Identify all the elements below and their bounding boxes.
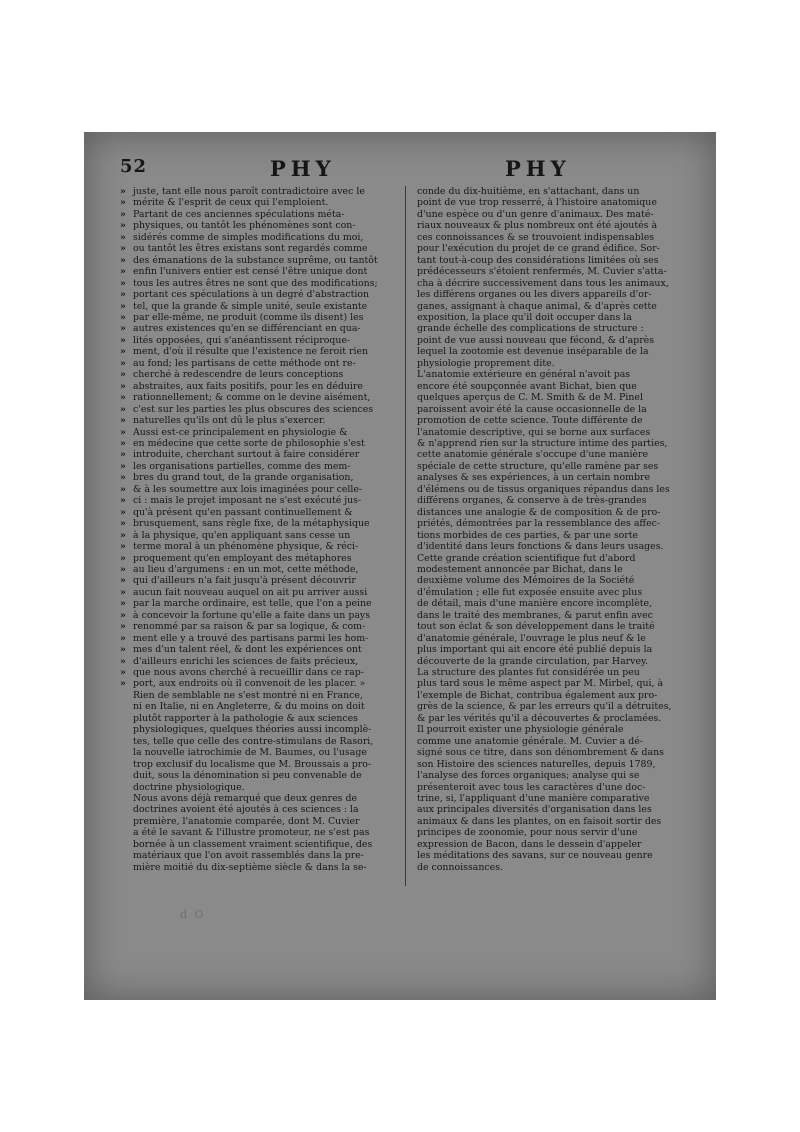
quote-mark: » (120, 586, 126, 598)
right-column-line: & par les vérités qu'il a découvertes & proclamées. (417, 712, 662, 724)
right-column-line: pour l'exécution du projet de ce grand édifice. Sor- (417, 243, 660, 255)
line-text: naturelles qu'ils ont dû le plus s'exercer. (133, 415, 326, 427)
left-column-line (120, 358, 392, 369)
right-column-line: lequel la zootomie est devenue inséparable de la (417, 346, 649, 358)
right-column-line: exposition, la place qu'il doit occuper dans la (417, 311, 632, 323)
quote-mark: » (120, 426, 126, 438)
right-column-line: plus tard sous le même aspect par M. Mirbel, qui, à (417, 678, 664, 690)
right-column-line: les différens organes ou les divers appareils d'or- (417, 289, 652, 301)
right-column-line: point de vue aussi nouveau que fécond, & d'après (417, 334, 655, 346)
scanned-page-background (84, 132, 716, 1000)
quote-mark: » (120, 460, 126, 472)
left-column-line (120, 587, 392, 598)
line-text: proquement qu'en employant des métaphores (133, 552, 352, 564)
quote-mark: » (120, 495, 126, 507)
quote-mark: » (120, 369, 126, 381)
right-column-line: tant tout-à-coup des considérations limitées où ses (417, 254, 659, 266)
quote-mark: » (120, 231, 126, 243)
line-text: bres du grand tout, de la grande organisation, (133, 472, 354, 484)
left-column-line (120, 598, 392, 609)
line-text: renommé par sa raison & par sa logique, & com- (133, 621, 366, 633)
left-column-line (120, 610, 392, 621)
line-text: la nouvelle iatrochimie de M. Baumes, ou l'usage (133, 747, 367, 759)
line-text: ni en Italie, ni en Angleterre, & du moins on doit (133, 701, 365, 713)
left-column-line (120, 804, 392, 815)
right-column-line: de détail, mais d'une manière encore incomplète, (417, 598, 653, 610)
right-column-line: & n'apprend rien sur la structure intime des parties, (417, 437, 668, 449)
line-text: en médecine que cette sorte de philosophie s'est (133, 437, 365, 449)
quote-mark: » (120, 380, 126, 392)
left-column-line (120, 667, 392, 678)
quote-mark: » (120, 678, 126, 690)
left-column-line (120, 220, 392, 231)
line-text: autres existences qu'en se différenciant en qua- (133, 323, 361, 335)
quote-mark: » (120, 277, 126, 289)
line-text: tous les autres êtres ne sont que des modifications; (133, 277, 378, 289)
left-column-line (120, 472, 392, 483)
quote-mark: » (120, 208, 126, 220)
line-text: qui d'ailleurs n'a fait jusqu'à présent découvrir (133, 575, 356, 587)
right-column-line: distances une analogie & de composition & de pro- (417, 506, 661, 518)
right-column-line: plus important qui ait encore été publié depuis la (417, 644, 653, 656)
left-column-line (120, 656, 392, 667)
line-text: les organisations partielles, comme des mem- (133, 460, 351, 472)
quote-mark: » (120, 403, 126, 415)
right-column-line: encore été soupçonnée avant Bichat, bien que (417, 380, 637, 392)
line-text: enfin l'univers entier est censé l'être unique dont (133, 266, 368, 278)
left-column-line (120, 782, 392, 793)
right-column-line: tions morbides de ces parties, & par une sorte (417, 529, 639, 541)
left-column-line (120, 759, 392, 770)
line-text: sidérés comme de simples modifications du moi, (133, 231, 364, 243)
left-column-line (120, 369, 392, 380)
left-column-line (120, 736, 392, 747)
quote-mark: » (120, 563, 126, 575)
line-text: juste, tant elle nous paroît contradictoire avec le (133, 186, 365, 197)
line-text: d'ailleurs enrichi les sciences de faits précieux, (133, 655, 359, 667)
line-text: par la marche ordinaire, est telle, que l'on a peine (133, 598, 372, 610)
right-column-line: découverte de la grande circulation, par Harvey. (417, 655, 649, 667)
left-column-line (120, 415, 392, 426)
quote-mark: » (120, 598, 126, 610)
line-text: aucun fait nouveau auquel on ait pu arriver aussi (133, 586, 368, 598)
line-text: physiques, ou tantôt les phénomènes sont con- (133, 220, 356, 232)
right-column-line: Cette grande création scientifique fut d'abord (417, 552, 636, 564)
right-column-line: grande échelle des complications de structure : (417, 323, 644, 335)
quote-mark: » (120, 541, 126, 553)
left-column-line (120, 289, 392, 300)
quote-mark: » (120, 186, 126, 197)
line-text: terme moral à un phénomène physique, & réci- (133, 541, 359, 553)
left-column-line (120, 747, 392, 758)
left-column-line (120, 461, 392, 472)
line-text: ci : mais le projet imposant ne s'est exécuté jus- (133, 495, 362, 507)
quote-mark: » (120, 266, 126, 278)
quote-mark: » (120, 472, 126, 484)
line-text: que nous avons cherché à recueillir dans ce rap- (133, 667, 364, 679)
right-column-line: d'anatomie générale, l'ouvrage le plus neuf & le (417, 632, 646, 644)
right-column-line: grès de la science, & par les erreurs qu'il a détruites, (417, 701, 672, 713)
left-column-line (120, 724, 392, 735)
right-column-line: d'émulation ; elle fut exposée ensuite avec plus (417, 586, 643, 598)
left-column-line (120, 530, 392, 541)
left-column-line (120, 392, 392, 403)
right-column-line: paroissent avoir été la cause occasionnelle de la (417, 403, 647, 415)
left-column-line (120, 209, 392, 220)
quote-mark: » (120, 506, 126, 518)
right-column-line: de connoissances. (417, 861, 503, 873)
left-column-line (120, 381, 392, 392)
line-text: introduite, cherchant surtout à faire considérer (133, 449, 360, 461)
line-text: doctrine physiologique. (133, 781, 245, 793)
left-column-line (120, 816, 392, 827)
line-text: & à les soumettre aux lois imaginées pour celle- (133, 483, 363, 495)
line-text: ou tantôt les êtres existans sont regardés comme (133, 243, 368, 255)
quote-mark: » (120, 552, 126, 564)
left-column-line (120, 449, 392, 460)
left-column-line (120, 690, 392, 701)
line-text: mérite & l'esprit de ceux qui l'emploient. (133, 197, 329, 209)
line-text: abstraites, aux faits positifs, pour les en déduire (133, 380, 363, 392)
quote-mark: » (120, 621, 126, 633)
line-text: Nous avons déjà remarqué que deux genres de (133, 793, 357, 805)
page-number: 52 (120, 156, 148, 177)
line-text: par elle-même, ne produit (comme ils disent) les (133, 311, 364, 323)
quote-mark: » (120, 632, 126, 644)
right-column-line: priétés, démontrées par la ressemblance des affec- (417, 518, 661, 530)
right-column-line: ces connoissances & se trouvoient indispensables (417, 231, 655, 243)
right-column-line: les méditations des savans, sur ce nouveau genre (417, 850, 653, 862)
page-header (120, 156, 696, 186)
line-text: duit, sous la dénomination si peu convenable de (133, 770, 362, 782)
right-column-line: riaux nouveaux & plus nombreux ont été ajoutés à (417, 220, 658, 232)
right-column-line: conde du dix-huitième, en s'attachant, dans un (417, 186, 640, 197)
right-column-line: principes de zoonomie, pour nous servir d'une (417, 827, 638, 839)
line-text: au fond; les partisans de cette méthode ont re- (133, 357, 356, 369)
right-column-line: L'anatomie extérieure en général n'avoit pas (417, 369, 631, 381)
left-column-line (120, 862, 392, 873)
line-text: mes d'un talent réel, & dont les expériences ont (133, 644, 362, 656)
left-column-line (120, 575, 392, 586)
right-column-line: comme une anatomie générale. M. Cuvier a dé- (417, 735, 643, 747)
left-column-line (120, 301, 392, 312)
line-text: qu'à présent qu'en passant continuellement & (133, 506, 353, 518)
quote-mark: » (120, 415, 126, 427)
right-column-line: d'identité dans leurs fonctions & dans leurs usages. (417, 541, 664, 553)
right-column-line: promotion de cette science. Toute différente de (417, 415, 643, 427)
line-text: rationnellement; & comme on le devine aisément, (133, 392, 371, 404)
right-column-line: prédécesseurs s'étoient renfermés, M. Cuvier s'atta- (417, 266, 667, 278)
left-column-line (120, 484, 392, 495)
right-column-line: l'anatomie descriptive, qui se borne aux surfaces (417, 426, 651, 438)
quote-mark: » (120, 243, 126, 255)
line-text: doctrines avoient été ajoutés à ces sciences : la (133, 804, 359, 816)
left-column-line (120, 633, 392, 644)
quote-mark: » (120, 197, 126, 209)
right-column-line: Il pourroit exister une physiologie générale (417, 724, 624, 736)
right-column-line: aux principales diversités d'organisation dans les (417, 804, 652, 816)
left-column-line (120, 839, 392, 850)
left-column-line (120, 278, 392, 289)
right-column-line: ganes, assignant à chaque animal, & d'après cette (417, 300, 657, 312)
line-text: ment, d'où il résulte que l'existence ne feroit rien (133, 346, 369, 358)
right-column (417, 186, 689, 873)
right-column-line: cette anatomie générale s'occupe d'une manière (417, 449, 649, 461)
line-text: première, l'anatomie comparée, dont M. Cuvier (133, 815, 360, 827)
quote-mark: » (120, 529, 126, 541)
left-column-line (120, 770, 392, 781)
line-text: trop exclusif du localisme que M. Broussais a pro- (133, 758, 372, 770)
right-column-line: d'élémens ou de tissus organiques répandus dans les (417, 483, 670, 495)
line-text: au lieu d'argumens : en un mot, cette méthode, (133, 563, 359, 575)
quote-mark: » (120, 644, 126, 656)
right-column-line: tout son éclat & son développement dans le traité (417, 621, 655, 633)
left-column-line (120, 644, 392, 655)
left-column-line (120, 197, 392, 208)
left-column-line (120, 850, 392, 861)
left-column-line (120, 335, 392, 346)
quote-mark: » (120, 609, 126, 621)
right-column-line: signé sous ce titre, dans son dénombrement & dans (417, 747, 664, 759)
left-column-line (120, 793, 392, 804)
line-text: ment elle y a trouvé des partisans parmi les hom- (133, 632, 369, 644)
line-text: c'est sur les parties les plus obscures des sciences (133, 403, 374, 415)
quote-mark: » (120, 357, 126, 369)
line-text: Aussi est-ce principalement en physiologie & (133, 426, 348, 438)
left-column-line (120, 312, 392, 323)
left-column-line (120, 438, 392, 449)
quote-mark: » (120, 449, 126, 461)
right-column-line: cha à décrire successivement dans tous les animaux, (417, 277, 669, 289)
quote-mark: » (120, 518, 126, 530)
left-column-line (120, 186, 392, 197)
quote-mark: » (120, 575, 126, 587)
quote-mark: » (120, 311, 126, 323)
left-column-line (120, 323, 392, 334)
right-column-line: trine, si, l'appliquant d'une manière comparative (417, 793, 650, 805)
left-column-line (120, 427, 392, 438)
running-head-left: PHY (270, 156, 336, 181)
line-text: à la physique, qu'en appliquant sans cesse un (133, 529, 351, 541)
right-column-line: modestement annoncée par Bichat, dans le (417, 563, 623, 575)
left-column-line (120, 232, 392, 243)
line-text: tes, telle que celle des contre-stimulans de Rasori, (133, 735, 374, 747)
quote-mark: » (120, 289, 126, 301)
quote-mark: » (120, 667, 126, 679)
line-text: Partant de ces anciennes spéculations méta- (133, 208, 345, 220)
right-column-line: point de vue trop resserré, à l'histoire anatomique (417, 197, 657, 209)
line-text: cherché à redescendre de leurs conceptions (133, 369, 344, 381)
quote-mark: » (120, 655, 126, 667)
left-column-line (120, 553, 392, 564)
left-column-line (120, 678, 392, 689)
running-head-right: PHY (505, 156, 571, 181)
column-divider (405, 186, 406, 886)
quote-mark: » (120, 300, 126, 312)
right-column-line: physiologie proprement dite. (417, 357, 555, 369)
line-text: bornée à un classement vraiment scientifique, des (133, 838, 373, 850)
left-column-line (120, 827, 392, 838)
left-column-line (120, 518, 392, 529)
right-column-line: La structure des plantes fut considérée un peu (417, 667, 640, 679)
line-text: mière moitié du dix-septième siècle & dans la se- (133, 861, 367, 873)
left-column-line (120, 713, 392, 724)
line-text: matériaux que l'on avoit rassemblés dans la pre- (133, 850, 364, 862)
left-column-line (120, 346, 392, 357)
left-column-line (120, 507, 392, 518)
left-column-line (120, 495, 392, 506)
line-text: des émanations de la substance suprême, ou tantôt (133, 254, 378, 266)
right-column-line: expression de Bacon, dans le dessein d'appeler (417, 838, 642, 850)
left-column-line (120, 541, 392, 552)
left-column-line (120, 266, 392, 277)
quote-mark: » (120, 346, 126, 358)
right-column-line: spéciale de cette structure, qu'elle ramène par ses (417, 460, 659, 472)
quote-mark: » (120, 392, 126, 404)
right-column-line: deuxième volume des Mémoires de la Société (417, 575, 635, 587)
right-column-line: l'analyse des forces organiques; analyse qui se (417, 770, 640, 782)
right-column-line: dans le traité des membranes, & parut enfin avec (417, 609, 653, 621)
line-text: Rien de semblable ne s'est montré ni en France, (133, 689, 363, 701)
quote-mark: » (120, 254, 126, 266)
right-column-line: animaux & dans les plantes, on en faisoit sortir des (417, 815, 662, 827)
left-column-line (120, 564, 392, 575)
right-column-line: d'une espèce ou d'un genre d'animaux. Des maté- (417, 208, 654, 220)
footer-smudge: d O (180, 908, 206, 921)
left-column-line (120, 621, 392, 632)
left-column-line (120, 255, 392, 266)
line-text: brusquement, sans règle fixe, de la métaphysique (133, 518, 370, 530)
left-column-line (120, 701, 392, 712)
right-column-line: quelques aperçus de C. M. Smith & de M. Pinel (417, 392, 643, 404)
right-column-line: analyses & ses expériences, à un certain nombre (417, 472, 651, 484)
quote-mark: » (120, 334, 126, 346)
line-text: physiologiques, quelques théories aussi incomplè- (133, 724, 372, 736)
quote-mark: » (120, 323, 126, 335)
left-column (120, 186, 392, 873)
line-text: port, aux endroits où il convenoit de les placer. » (133, 678, 366, 690)
right-column-line: l'exemple de Bichat, contribua également aux pro- (417, 689, 658, 701)
right-column-line: différens organes, & conserve à de très-grandes (417, 495, 647, 507)
line-text: à concevoir la fortune qu'elle a faite dans un pays (133, 609, 371, 621)
right-column-line: présenteroit avec tous les caractères d'une doc- (417, 781, 646, 793)
right-column-line: son Histoire des sciences naturelles, depuis 1789, (417, 758, 656, 770)
quote-mark: » (120, 483, 126, 495)
line-text: portant ces spéculations à un degré d'abstraction (133, 289, 370, 301)
line-text: a été le savant & l'illustre promoteur, ne s'est pas (133, 827, 370, 839)
left-column-line (120, 243, 392, 254)
quote-mark: » (120, 437, 126, 449)
quote-mark: » (120, 220, 126, 232)
line-text: lités opposées, qui s'anéantissent réciproque- (133, 334, 351, 346)
line-text: plutôt rapporter à la pathologie & aux sciences (133, 712, 358, 724)
text-columns (120, 186, 696, 956)
line-text: tel, que la grande & simple unité, seule existante (133, 300, 368, 312)
left-column-line (120, 404, 392, 415)
document-page (120, 156, 696, 956)
